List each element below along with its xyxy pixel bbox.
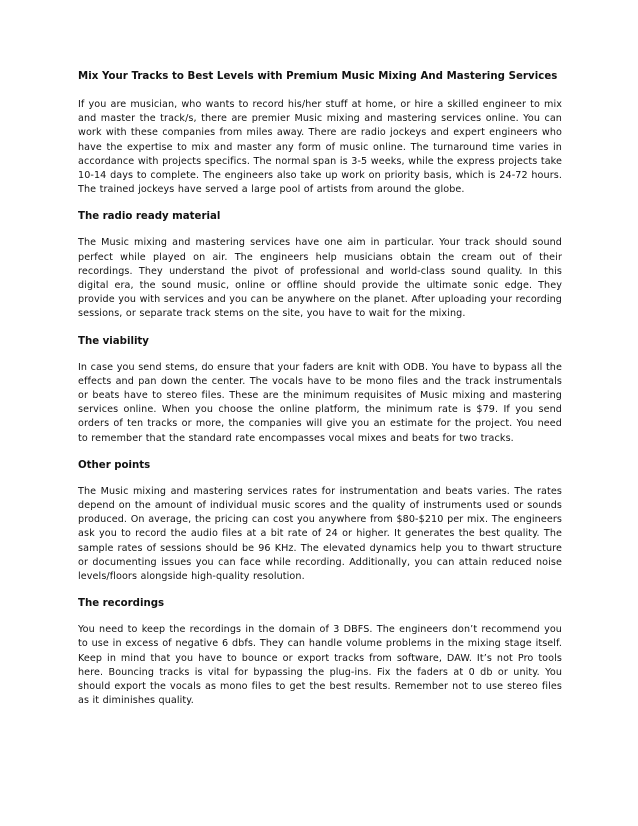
intro-paragraph: If you are musician, who wants to record his/her stuff at home, or hire a skilled engineer to mix and master the track/s, there are premier Music mixing and mastering services online. You can work with these companies from miles away. There are radio jockeys and expert engineers who have the expertise to mix and master any form of music online. The turnaround time varies in accordance with projects specifics. The normal span is 3-5 weeks, while the express projects take 10-14 days to complete. The engineers also take up work on priority basis, which is 24-72 hours. The trained jockeys have served a large pool of artists from around the globe. xyxy=(78,99,562,196)
section-heading-other-points: Other points xyxy=(78,459,151,471)
section-heading-radio-ready: The radio ready material xyxy=(78,211,221,223)
section-body-other-points: The Music mixing and mastering services rates for instrumentation and beats varies. The rates depend on the amount of individual music scores and the quality of instruments used or sounds produced. On average, the pricing can cost you anywhere from $80-$210 per mix. The engineers ask you to record the audio files at a bit rate of 24 or higher. It generates the best quality. The sample rates of sessions should be 96 KHz. The elevated dynamics help you to thwart structure or documenting issues you can face while recording. Additionally, you can attain reduced noise levels/floors alongside high-quality resolution. xyxy=(78,485,562,583)
section-body-viability: In case you send stems, do ensure that your faders are knit with ODB. You have to bypass all the effects and pan down the center. The vocals have to be mono files and the track instrumentals or beats have to stereo files. These are the minimum requisites of Music mixing and mastering services online. When you choose the online platform, the minimum rate is $79. If you send orders of ten tracks or more, the companies will give you an estimate for the project. You need to remember that the standard rate encompasses vocal mixes and beats for two tracks. xyxy=(78,361,562,444)
section-body-recordings: You need to keep the recordings in the domain of 3 DBFS. The engineers don’t recommend you to use in excess of negative 6 dbfs. They can handle volume problems in the mixing stage itself. Keep in mind that you have to bounce or export tracks from software, DAW. It’s not Pro tools here. Bouncing tracks is vital for bypassing the plug-ins. Fix the faders at 0 db or unity. You should export the vocals as mono files to get the best results. Remember not to use stereo files as it diminishes quality. xyxy=(78,624,562,707)
section-body-radio-ready: The Music mixing and mastering services have one aim in particular. Your track should sound perfect while played on air. The engineers help musicians obtain the cream out of their recordings. They understand the pivot of professional and world-class sound quality. In this digital era, the sound music, online or offline should provide the ultimate sonic edge. They provide you with services and you can be anywhere on the planet. After uploading your recording sessions, or separate track stems on the site, you have to wait for the mixing. xyxy=(78,237,562,320)
document-page xyxy=(78,69,562,709)
section-heading-recordings: The recordings xyxy=(78,598,165,610)
document-title: Mix Your Tracks to Best Levels with Premium Music Mixing And Mastering Services xyxy=(78,71,558,82)
section-heading-viability: The viability xyxy=(78,335,149,347)
